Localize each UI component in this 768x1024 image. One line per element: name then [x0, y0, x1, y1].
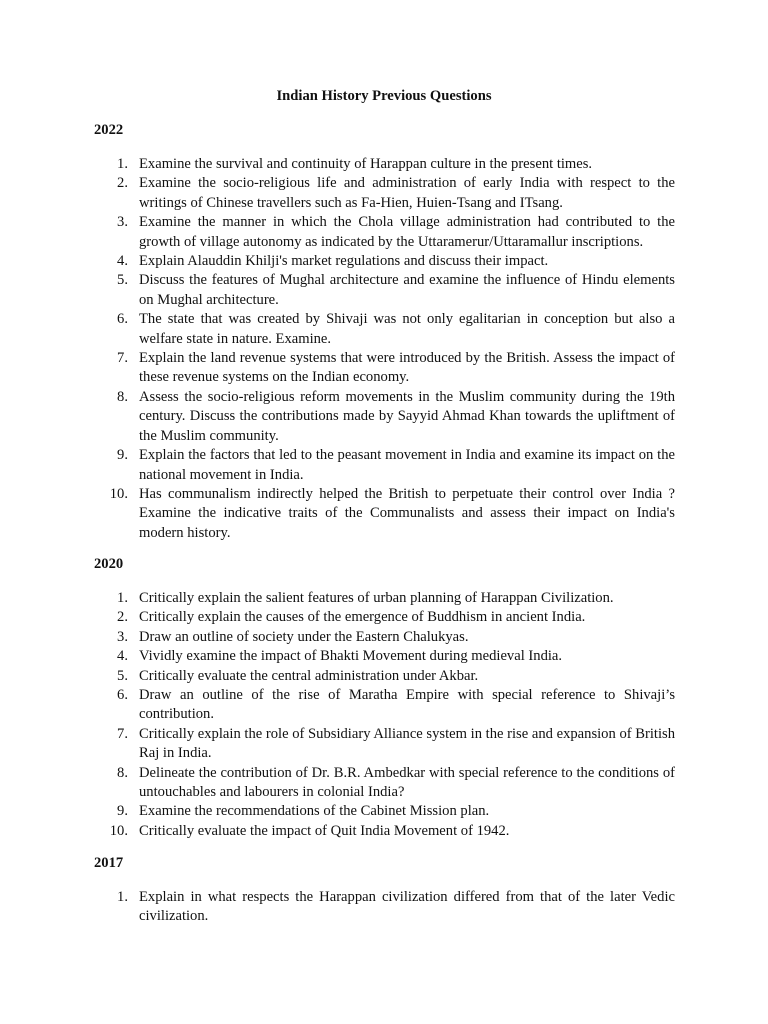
question-number: 9. [117, 803, 128, 820]
question-list [94, 589, 675, 841]
question-text: Draw an outline of society under the Eastern Chalukyas. [139, 628, 469, 645]
question-list [94, 888, 675, 927]
question-text: Explain the factors that led to the peasant movement in India and examine its impact on the national movement in India. [139, 447, 675, 483]
question-item [94, 888, 675, 927]
question-item [94, 725, 675, 764]
question-item [94, 349, 675, 388]
document-title: Indian History Previous Questions [276, 88, 492, 104]
year-heading: 2022 [94, 122, 124, 138]
question-text: Has communalism indirectly helped the British to perpetuate their control over India ? Examine the indicative traits of the Communalists and assess their impact on India's modern history. [139, 485, 675, 541]
question-text: Examine the survival and continuity of Harappan culture in the present times. [139, 156, 593, 172]
question-item [94, 628, 675, 647]
question-text: Critically evaluate the impact of Quit India Movement of 1942. [139, 822, 510, 839]
question-text: Assess the socio-religious reform movements in the Muslim community during the 19th century. Discuss the contributions made by Sayyid Ahmad Khan towards the upliftment of the Muslim community. [139, 388, 675, 444]
question-number: 2. [117, 175, 128, 192]
question-number: 1. [117, 156, 128, 172]
question-number: 5. [117, 667, 128, 684]
question-item [94, 388, 675, 446]
question-number: 3. [117, 628, 128, 645]
question-number: 2. [117, 609, 128, 626]
question-number: 6. [117, 687, 128, 704]
question-item [94, 252, 675, 271]
question-number: 10. [109, 822, 128, 839]
question-item [94, 446, 675, 485]
question-number: 4. [117, 253, 128, 270]
question-number: 3. [117, 214, 128, 231]
question-text: Discuss the features of Mughal architecture and examine the influence of Hindu elements on Mughal architecture. [139, 272, 675, 308]
question-item [94, 589, 675, 608]
question-item [94, 271, 675, 310]
question-text: Examine the recommendations of the Cabinet Mission plan. [139, 803, 490, 820]
question-item [94, 802, 675, 821]
question-number: 1. [117, 590, 128, 606]
question-text: Examine the manner in which the Chola village administration had contributed to the growth of village autonomy as indicated by the Uttaramerur/Uttaramallur inscriptions. [139, 214, 675, 250]
question-number: 4. [117, 648, 128, 665]
question-item [94, 213, 675, 252]
question-text: Explain Alauddin Khilji's market regulations and discuss their impact. [139, 253, 549, 270]
question-text: Examine the socio-religious life and administration of early India with respect to the writings of Chinese travellers such as Fa-Hien, Huien-Tsang and ITsang. [139, 175, 675, 211]
question-number: 8. [117, 388, 128, 405]
question-item [94, 822, 675, 841]
question-text: Critically evaluate the central administration under Akbar. [139, 667, 479, 684]
question-text: Critically explain the causes of the emergence of Buddhism in ancient India. [139, 609, 586, 626]
question-item [94, 764, 675, 803]
question-number: 10. [109, 485, 128, 502]
question-number: 5. [117, 272, 128, 289]
question-item [94, 686, 675, 725]
question-item [94, 174, 675, 213]
question-text: Critically explain the salient features of urban planning of Harappan Civilization. [139, 590, 614, 606]
question-list [94, 155, 675, 543]
question-text: Draw an outline of the rise of Maratha Empire with special reference to Shivaji’s contribution. [139, 687, 675, 723]
question-number: 9. [117, 447, 128, 464]
question-item [94, 667, 675, 686]
question-number: 6. [117, 311, 128, 328]
question-item [94, 310, 675, 349]
question-number: 7. [117, 725, 128, 742]
question-text: Explain in what respects the Harappan civilization differed from that of the later Vedic civilization. [139, 889, 675, 925]
question-text: Explain the land revenue systems that were introduced by the British. Assess the impact of these revenue systems on the Indian economy. [139, 350, 675, 386]
question-item [94, 608, 675, 627]
question-item [94, 155, 675, 174]
question-number: 1. [117, 889, 128, 905]
question-text: Delineate the contribution of Dr. B.R. Ambedkar with special reference to the conditions of untouchables and labourers in colonial India? [139, 764, 675, 801]
question-text: Vividly examine the impact of Bhakti Movement during medieval India. [139, 648, 563, 665]
question-item [94, 485, 675, 543]
question-item [94, 647, 675, 666]
question-number: 8. [117, 764, 128, 781]
question-text: Critically explain the role of Subsidiary Alliance system in the rise and expansion of British Raj in India. [139, 725, 675, 762]
question-text: The state that was created by Shivaji was not only egalitarian in conception but also a welfare state in nature. Examine. [139, 311, 675, 347]
year-heading: 2020 [94, 556, 124, 572]
question-number: 7. [117, 350, 128, 367]
year-heading: 2017 [94, 855, 124, 871]
